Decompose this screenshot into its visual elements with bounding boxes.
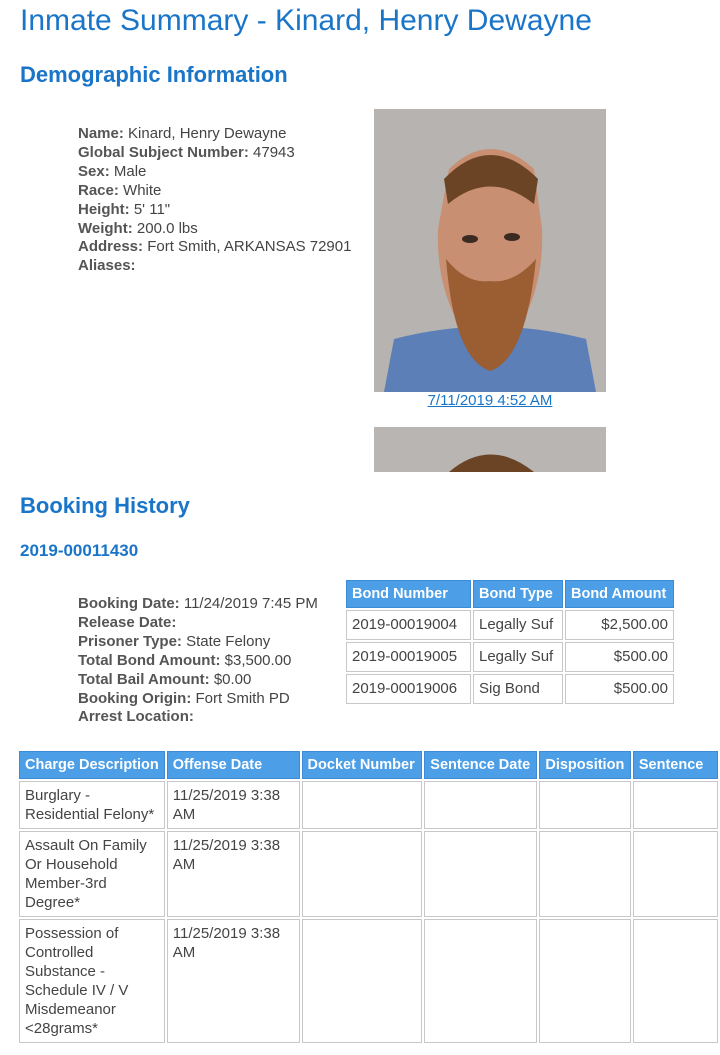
field-label: Prisoner Type: bbox=[78, 632, 182, 650]
sentence-cell bbox=[633, 919, 718, 1043]
table-row bbox=[19, 781, 718, 829]
sex-row bbox=[78, 163, 351, 182]
field-label: Race: bbox=[78, 181, 119, 199]
charge-description-header[interactable]: Charge Description bbox=[19, 751, 165, 779]
field-value: Male bbox=[113, 162, 147, 180]
table-row bbox=[346, 610, 674, 640]
bond-number-cell: 2019-00019004 bbox=[346, 610, 471, 640]
field-value: 5' 11" bbox=[133, 200, 171, 218]
field-label: Address: bbox=[78, 238, 144, 256]
field-label: Aliases: bbox=[78, 257, 136, 275]
charge-description-cell: Burglary - Residential Felony* bbox=[19, 781, 165, 829]
charge-description-cell: Possession of Controlled Substance - Schedule IV / V Misdemeanor <28grams* bbox=[19, 919, 165, 1043]
field-label: Total Bond Amount: bbox=[78, 651, 221, 669]
booking-origin-row bbox=[78, 690, 318, 709]
race-row bbox=[78, 182, 351, 201]
docket-number-header[interactable]: Docket Number bbox=[302, 751, 423, 779]
mugshot-photo[interactable] bbox=[374, 109, 606, 392]
disposition-header[interactable]: Disposition bbox=[539, 751, 631, 779]
disposition-cell bbox=[539, 831, 631, 917]
height-row bbox=[78, 201, 351, 220]
field-label: Booking Origin: bbox=[78, 689, 192, 707]
bond-amount-cell: $2,500.00 bbox=[565, 610, 674, 640]
bond-type-cell: Sig Bond bbox=[473, 674, 563, 704]
field-label: Arrest Location: bbox=[78, 708, 194, 726]
charge-table-header bbox=[19, 751, 718, 779]
field-label: Sex: bbox=[78, 162, 110, 180]
booking-info bbox=[78, 595, 318, 727]
bond-type-cell: Legally Suf bbox=[473, 610, 563, 640]
charge-description-cell: Assault On Family Or Household Member-3rd Degree* bbox=[19, 831, 165, 917]
bond-number-cell: 2019-00019006 bbox=[346, 674, 471, 704]
field-value: 47943 bbox=[253, 143, 295, 161]
bond-number-header[interactable]: Bond Number bbox=[346, 580, 471, 608]
field-label: Total Bail Amount: bbox=[78, 670, 210, 688]
page-title: Inmate Summary - Kinard, Henry Dewayne bbox=[20, 4, 592, 37]
field-label: Booking Date: bbox=[78, 595, 180, 612]
prisoner-type-row bbox=[78, 633, 318, 652]
arrest-location-row bbox=[78, 708, 318, 727]
field-value: Kinard, Henry Dewayne bbox=[128, 125, 287, 142]
docket-number-cell bbox=[302, 919, 423, 1043]
offense-date-cell: 11/25/2019 3:38 AM bbox=[167, 781, 300, 829]
bond-number-cell: 2019-00019005 bbox=[346, 642, 471, 672]
bond-amount-cell: $500.00 bbox=[565, 674, 674, 704]
bond-amount-cell: $500.00 bbox=[565, 642, 674, 672]
total-bail-row bbox=[78, 671, 318, 690]
booking-date-row bbox=[78, 595, 318, 614]
sentence-date-cell bbox=[424, 919, 537, 1043]
mugshot-photo-2[interactable] bbox=[374, 427, 606, 472]
field-value: 200.0 lbs bbox=[136, 219, 198, 237]
docket-number-cell bbox=[302, 781, 423, 829]
bond-type-cell: Legally Suf bbox=[473, 642, 563, 672]
disposition-cell bbox=[539, 781, 631, 829]
sentence-cell bbox=[633, 781, 718, 829]
sentence-header[interactable]: Sentence bbox=[633, 751, 718, 779]
field-value: White bbox=[123, 181, 162, 199]
aliases-row bbox=[78, 257, 351, 276]
bond-table-header bbox=[346, 580, 674, 608]
table-row bbox=[19, 831, 718, 917]
demographic-info bbox=[78, 125, 351, 276]
sentence-date-cell bbox=[424, 781, 537, 829]
mugshot-image bbox=[374, 109, 606, 392]
mugshot-image-2 bbox=[374, 427, 606, 472]
release-date-row bbox=[78, 614, 318, 633]
demographic-heading: Demographic Information bbox=[20, 62, 288, 87]
table-row bbox=[346, 642, 674, 672]
field-label: Height: bbox=[78, 200, 130, 218]
charge-table-wrapper bbox=[17, 749, 720, 1055]
field-label: Weight: bbox=[78, 219, 133, 237]
table-row bbox=[19, 919, 718, 1043]
offense-date-cell: 11/25/2019 3:38 AM bbox=[167, 919, 300, 1043]
sentence-date-header[interactable]: Sentence Date bbox=[424, 751, 537, 779]
offense-date-header[interactable]: Offense Date bbox=[167, 751, 300, 779]
field-value: State Felony bbox=[186, 632, 271, 650]
field-value: Fort Smith PD bbox=[195, 689, 290, 707]
total-bond-row bbox=[78, 652, 318, 671]
offense-date-cell: 11/25/2019 3:38 AM bbox=[167, 831, 300, 917]
address-row bbox=[78, 238, 351, 257]
gsn-row bbox=[78, 144, 351, 163]
field-value: 11/24/2019 7:45 PM bbox=[183, 595, 318, 612]
bond-amount-header[interactable]: Bond Amount bbox=[565, 580, 674, 608]
bond-table bbox=[344, 578, 676, 706]
table-row bbox=[346, 674, 674, 704]
name-row bbox=[78, 125, 351, 144]
field-label: Global Subject Number: bbox=[78, 143, 249, 161]
field-value: $0.00 bbox=[213, 670, 252, 688]
booking-history-heading: Booking History bbox=[20, 493, 190, 518]
sentence-cell bbox=[633, 831, 718, 917]
disposition-cell bbox=[539, 919, 631, 1043]
field-label: Release Date: bbox=[78, 613, 177, 631]
docket-number-cell bbox=[302, 831, 423, 917]
bond-type-header[interactable]: Bond Type bbox=[473, 580, 563, 608]
charge-table bbox=[17, 749, 720, 1045]
sentence-date-cell bbox=[424, 831, 537, 917]
booking-number: 2019-00011430 bbox=[20, 541, 139, 560]
photo-date-link[interactable]: 7/11/2019 4:52 AM bbox=[427, 392, 553, 409]
field-value: Fort Smith, ARKANSAS 72901 bbox=[147, 238, 352, 256]
field-label: Name: bbox=[78, 125, 124, 142]
field-value: $3,500.00 bbox=[224, 651, 292, 669]
weight-row bbox=[78, 220, 351, 239]
